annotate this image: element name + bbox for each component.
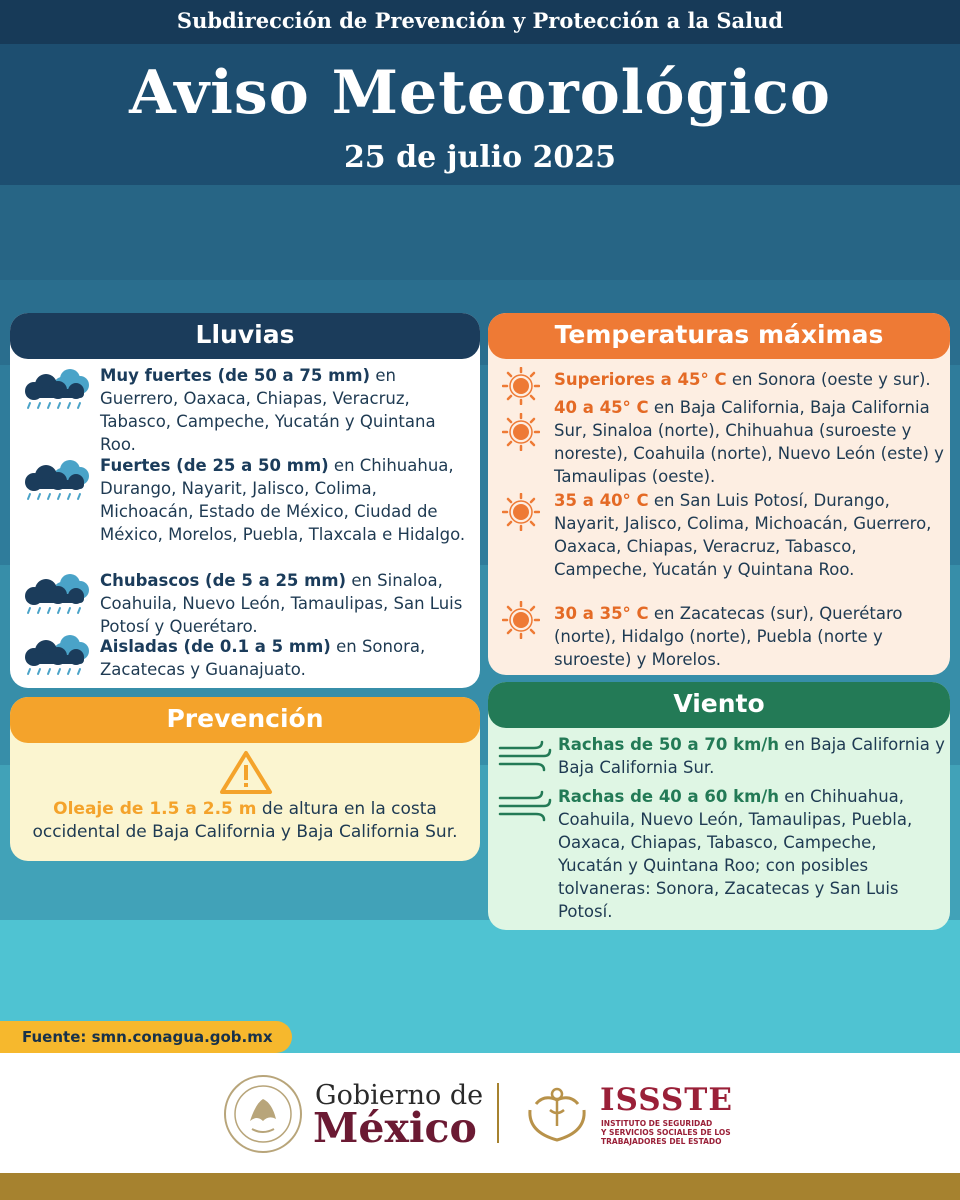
prevention-wave-height: Oleaje de 1.5 a 2.5 m: [53, 799, 257, 819]
sun-icon-3: [502, 493, 540, 535]
issste-sub-line1: INSTITUTO DE SEGURIDAD: [601, 1119, 713, 1128]
temp-item-35-40: [554, 489, 946, 581]
temp-item-over-45: [554, 368, 946, 391]
rain-item-very-heavy: [100, 364, 470, 456]
wind-card: [488, 682, 950, 930]
gobierno-logo-line2: México: [313, 1104, 477, 1152]
prevention-heading: Prevención: [10, 697, 480, 743]
temp-item-40-45-range: 40 a 45° C: [554, 398, 649, 417]
national-seal-logo: [222, 1073, 304, 1159]
footer: [0, 1053, 960, 1173]
issste-logo-text: ISSSTE: [600, 1082, 733, 1118]
temp-item-40-45: [554, 396, 946, 488]
rain-item-showers: [100, 569, 470, 638]
page-title: Aviso Meteorológico: [129, 58, 831, 128]
temp-item-30-35-range: 30 a 35° C: [554, 604, 649, 623]
source-link[interactable]: Fuente: smn.conagua.gob.mx: [0, 1021, 292, 1053]
strong-rain-cloud-icon: [18, 456, 98, 508]
rain-item-isolated-states: en Sonora, Zacatecas y Guanajuato.: [100, 637, 426, 679]
rain-item-showers-states: en Sinaloa, Coahuila, Nuevo León, Tamaulipas, San Luis Potosí y Querétaro.: [100, 571, 463, 636]
sun-icon-4: [502, 601, 540, 643]
temp-item-30-35: [554, 602, 946, 671]
heavy-rain-cloud-icon: [18, 365, 98, 417]
wind-item-40-60-speed: Rachas de 40 a 60 km/h: [558, 787, 780, 806]
isolated-rain-cloud-icon: [18, 631, 98, 683]
temp-item-35-40-range: 35 a 40° C: [554, 491, 649, 510]
gobierno-logo-line1: Gobierno de: [315, 1080, 484, 1111]
temperature-heading: Temperaturas máximas: [488, 313, 950, 359]
rain-item-very-heavy-level: Muy fuertes (de 50 a 75 mm): [100, 366, 371, 385]
page-date: 25 de julio 2025: [343, 140, 617, 175]
rain-heading: Lluvias: [10, 313, 480, 359]
warning-icon: [219, 749, 273, 799]
rain-item-isolated-level: Aisladas (de 0.1 a 5 mm): [100, 637, 331, 656]
temp-item-40-45-states: en Baja California, Baja California Sur, Sinaloa (norte), Chihuahua (suroeste y noreste), Coahuila (norte), Nuevo León (este) y Tamaulipas (oeste).: [554, 398, 944, 486]
temp-item-over-45-range: Superiores a 45° C: [554, 370, 727, 389]
rain-item-showers-level: Chubascos (de 5 a 25 mm): [100, 571, 347, 590]
footer-strip: [0, 1173, 960, 1200]
background-band-2: [0, 185, 960, 280]
footer-divider: [497, 1083, 499, 1143]
rain-item-strong-level: Fuertes (de 25 a 50 mm): [100, 456, 329, 475]
rain-item-strong: [100, 454, 470, 546]
temp-item-35-40-states: en San Luis Potosí, Durango, Nayarit, Jalisco, Colima, Michoacán, Guerrero, Oaxaca, Chiapas, Veracruz, Tabasco, Campeche, Yucatán y Quintana Roo.: [554, 491, 932, 579]
header-subtitle: Subdirección de Prevención y Protección a la Salud: [0, 0, 960, 44]
prevention-text: [10, 798, 480, 844]
wind-heading: Viento: [488, 682, 950, 728]
issste-emblem-logo: [524, 1080, 590, 1148]
wind-icon-1: [498, 740, 552, 776]
issste-logo-subtitle: [601, 1119, 731, 1146]
issste-sub-line2: Y SERVICIOS SOCIALES DE LOS: [601, 1128, 731, 1137]
wind-item-40-60-states: en Chihuahua, Coahuila, Nuevo León, Tamaulipas, Puebla, Oaxaca, Chiapas, Tabasco, Campeche, Yucatán y Quintana Roo; con posibles tolvaneras: Sonora, Zacatecas y San Luis Potosí.: [558, 787, 913, 921]
sun-icon-2: [502, 413, 540, 455]
temp-item-30-35-states: en Zacatecas (sur), Querétaro (norte), Hidalgo (norte), Puebla (norte y suroeste) y Morelos.: [554, 604, 903, 669]
prevention-wave-area: de altura en la costa occidental de Baja California y Baja California Sur.: [32, 799, 458, 842]
sun-icon-1: [502, 367, 540, 409]
rain-item-strong-states: en Chihuahua, Durango, Nayarit, Jalisco, Colima, Michoacán, Estado de México, Ciudad de México, Morelos, Puebla, Tlaxcala e Hidalgo.: [100, 456, 466, 544]
wind-icon-2: [498, 790, 552, 826]
issste-sub-line3: TRABAJADORES DEL ESTADO: [601, 1137, 722, 1146]
temperature-card: [488, 313, 950, 675]
wind-item-40-60: [558, 785, 946, 923]
rain-item-very-heavy-states: en Guerrero, Oaxaca, Chiapas, Veracruz, Tabasco, Campeche, Yucatán y Quintana Roo.: [100, 366, 436, 454]
prevention-card: [10, 697, 480, 861]
rain-card: [10, 313, 480, 688]
rain-item-isolated: [100, 635, 470, 681]
showers-cloud-icon: [18, 570, 98, 622]
wind-item-50-70-speed: Rachas de 50 a 70 km/h: [558, 735, 780, 754]
wind-item-50-70-states: en Baja California y Baja California Sur.: [558, 735, 945, 777]
wind-item-50-70: [558, 733, 946, 779]
temp-item-over-45-states: en Sonora (oeste y sur).: [726, 370, 931, 389]
